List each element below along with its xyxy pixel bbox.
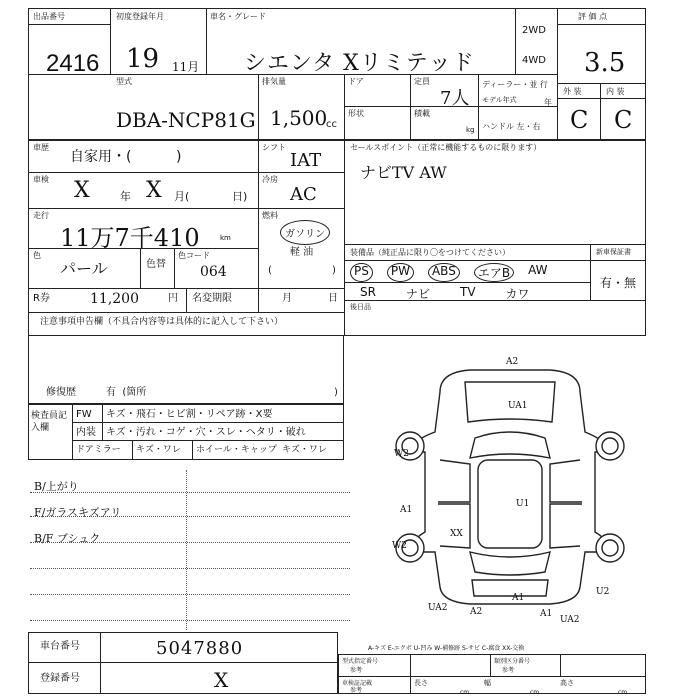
- height-label: 高さ: [560, 679, 574, 687]
- shape-label: 形状: [348, 109, 364, 118]
- lot-label: 出品番号: [33, 12, 65, 21]
- score-value: 3.5: [584, 48, 626, 78]
- repair-label: 修復歴: [46, 387, 76, 398]
- mark-a1-bottom: A1: [540, 609, 553, 619]
- class-label: 類別区分番号: [494, 658, 531, 665]
- dealer-label: ディーラー・並 行: [482, 80, 548, 89]
- paren-open: (: [268, 265, 272, 276]
- shift-value: IAT: [290, 150, 322, 171]
- mark-xx: XX: [450, 529, 463, 539]
- repair-close: ): [334, 387, 338, 398]
- model-year-label: モデル年式: [482, 96, 517, 104]
- fw-items: キズ・飛石・ヒビ割・リペア跡・X要: [106, 409, 273, 420]
- int-inspect-items: キズ・汚れ・コゲ・穴・スレ・ヘタリ・破れ: [106, 427, 306, 438]
- equipment-item: PW: [387, 263, 414, 282]
- damage-legend: A-キズ E-エクボ U-凹み W-補修跡 S-サビ C-腐食 XX-交換: [368, 645, 525, 652]
- cap-value: 7人: [440, 88, 470, 109]
- score-label: 評 価 点: [578, 12, 608, 21]
- recycle-unit: 円: [168, 293, 178, 304]
- fuel-label: 燃料: [262, 211, 278, 220]
- note-line-1: B/上がり: [34, 480, 79, 493]
- disp-value: 1,500: [270, 106, 328, 130]
- drive-4wd: 4WD: [522, 55, 546, 66]
- cool-value: AC: [290, 184, 317, 205]
- wheel-label: ホイール・キャップ: [196, 445, 277, 455]
- ownerchange-day: 日: [328, 293, 338, 304]
- sales-value: ナビTV AW: [360, 163, 447, 182]
- mirror-items: キズ・ワレ: [136, 445, 181, 455]
- mark-ua2-left: UA2: [428, 603, 448, 613]
- colorcode-value: 064: [200, 264, 227, 280]
- reg-number-label: 登録番号: [40, 673, 80, 684]
- sales-label: セールスポイント（正常に機能するものに限ります）: [350, 143, 542, 152]
- cool-label: 冷房: [262, 175, 278, 184]
- mark-w2-left: W2: [394, 449, 409, 459]
- ownerchange-label: 名変期限: [192, 293, 232, 304]
- length-label: 長さ: [414, 679, 428, 687]
- mark-w2-left-rear: W2: [392, 541, 407, 551]
- car-diagram: [380, 352, 640, 622]
- mark-a1-rear: A1: [512, 593, 525, 603]
- tax-label: 軽 油: [290, 247, 314, 258]
- notes-label: 注意事項申告欄（不具合内容等は具体的に記入して下さい）: [40, 317, 284, 327]
- fit-ref: 参考: [350, 667, 363, 674]
- door-label: ドア: [348, 77, 364, 86]
- chassis-value: 5047880: [156, 638, 244, 659]
- equipment-item: カワ: [505, 287, 530, 301]
- equipment-item: ナビ: [405, 287, 430, 301]
- reg-number-value: X: [214, 668, 229, 692]
- mark-a2-rear: A2: [470, 607, 483, 617]
- repair-value: 有 (箇所: [106, 387, 147, 398]
- type-label: 型式: [116, 77, 132, 86]
- usage-label: 車歴: [33, 143, 49, 152]
- recycle-value: 11,200: [90, 291, 139, 307]
- equipment-title: 装備品（純正品に限り〇をつけてください）: [350, 248, 510, 257]
- mirror-label: ドアミラー: [76, 445, 121, 455]
- fuel-value: ガソリン: [280, 220, 330, 245]
- int-label: 内 装: [606, 87, 625, 96]
- mileage-label: 走行: [33, 211, 49, 220]
- cap-label: 定員: [414, 77, 430, 86]
- reg-month: 11月: [172, 60, 200, 74]
- lot-number: 2416: [46, 50, 100, 77]
- cert-table: [338, 654, 646, 694]
- equipment-item: エアB: [474, 263, 514, 282]
- inspect-label: 車検: [33, 175, 49, 184]
- equipment-item: AW: [528, 263, 548, 277]
- type-value: DBA-NCP81G: [116, 108, 256, 132]
- int-inspect-label: 内装: [76, 427, 96, 438]
- year-unit: 年: [544, 98, 552, 107]
- equipment-item: PS: [350, 263, 373, 282]
- width-label: 幅: [484, 679, 491, 687]
- ext-label: 外 装: [563, 87, 582, 96]
- fit-label: 型式指定番号: [342, 658, 379, 665]
- mark-ua1: UA1: [508, 401, 528, 411]
- ext-value: C: [570, 106, 589, 134]
- after-label: 後日品: [350, 303, 371, 311]
- tone-label: 色替: [146, 259, 166, 270]
- new-car-label: 新車保証書: [596, 248, 631, 256]
- color-label: 色: [33, 251, 41, 260]
- recycle-label: R券: [33, 293, 50, 304]
- equipment-item: ABS: [428, 263, 460, 282]
- load-label: 積載: [414, 109, 430, 118]
- fw-label: FW: [76, 409, 92, 420]
- mark-u1: U1: [516, 499, 530, 509]
- reg-year: 19: [126, 44, 160, 74]
- colorcode-label: 色コード: [178, 251, 210, 260]
- model-value: シエンタ Xリミテッド: [244, 51, 475, 76]
- drive-2wd: 2WD: [522, 25, 546, 36]
- shift-label: シフト: [262, 143, 286, 152]
- note-line-2: F/ガラスキズアリ: [34, 506, 122, 519]
- inspect-month-mark: X: [146, 178, 162, 203]
- dim-label: 車検証記載: [342, 680, 373, 687]
- color-value: パール: [60, 259, 108, 278]
- mark-ua2-right: UA2: [560, 615, 580, 622]
- inspector-label: 検査員記入欄: [31, 411, 68, 433]
- int-value: C: [614, 106, 633, 134]
- disp-unit: cc: [326, 119, 337, 130]
- inspect-value: X: [74, 178, 90, 203]
- equipment-item: SR: [360, 285, 376, 299]
- warranty-value: 有・無: [600, 276, 637, 290]
- dim-ref: 参考: [350, 687, 363, 694]
- class-ref: 参考: [502, 667, 515, 674]
- handle-label: ハンドル 左・右: [482, 122, 541, 131]
- load-unit: kg: [466, 126, 475, 134]
- inspect-day: 日): [232, 190, 248, 203]
- reg-label: 初度登録年月: [116, 12, 164, 21]
- equipment-item: TV: [459, 285, 476, 299]
- equipment-row1: [350, 263, 547, 282]
- ownerchange-month: 月: [282, 293, 292, 304]
- paren-close: ): [332, 265, 336, 276]
- disp-label: 排気量: [262, 77, 286, 86]
- mark-a2-front: A2: [506, 357, 519, 367]
- length-unit: cm: [460, 689, 470, 696]
- mark-u2-right: U2: [596, 587, 610, 597]
- chassis-label: 車台番号: [40, 641, 80, 652]
- mileage-value: 11万7千410: [60, 224, 200, 252]
- note-line-3: B/F ブシュク: [34, 532, 101, 545]
- wheel-items: キズ・ワレ: [282, 445, 327, 455]
- height-unit: cm: [618, 689, 628, 696]
- inspect-year: 年: [120, 190, 131, 203]
- model-label: 車名・グレード: [210, 12, 266, 21]
- mileage-unit: km: [220, 234, 231, 242]
- inspect-month: 月(: [174, 190, 190, 203]
- mark-a1-left: A1: [400, 505, 413, 515]
- width-unit: cm: [530, 689, 540, 696]
- usage-value: 自家用・( ): [70, 149, 182, 165]
